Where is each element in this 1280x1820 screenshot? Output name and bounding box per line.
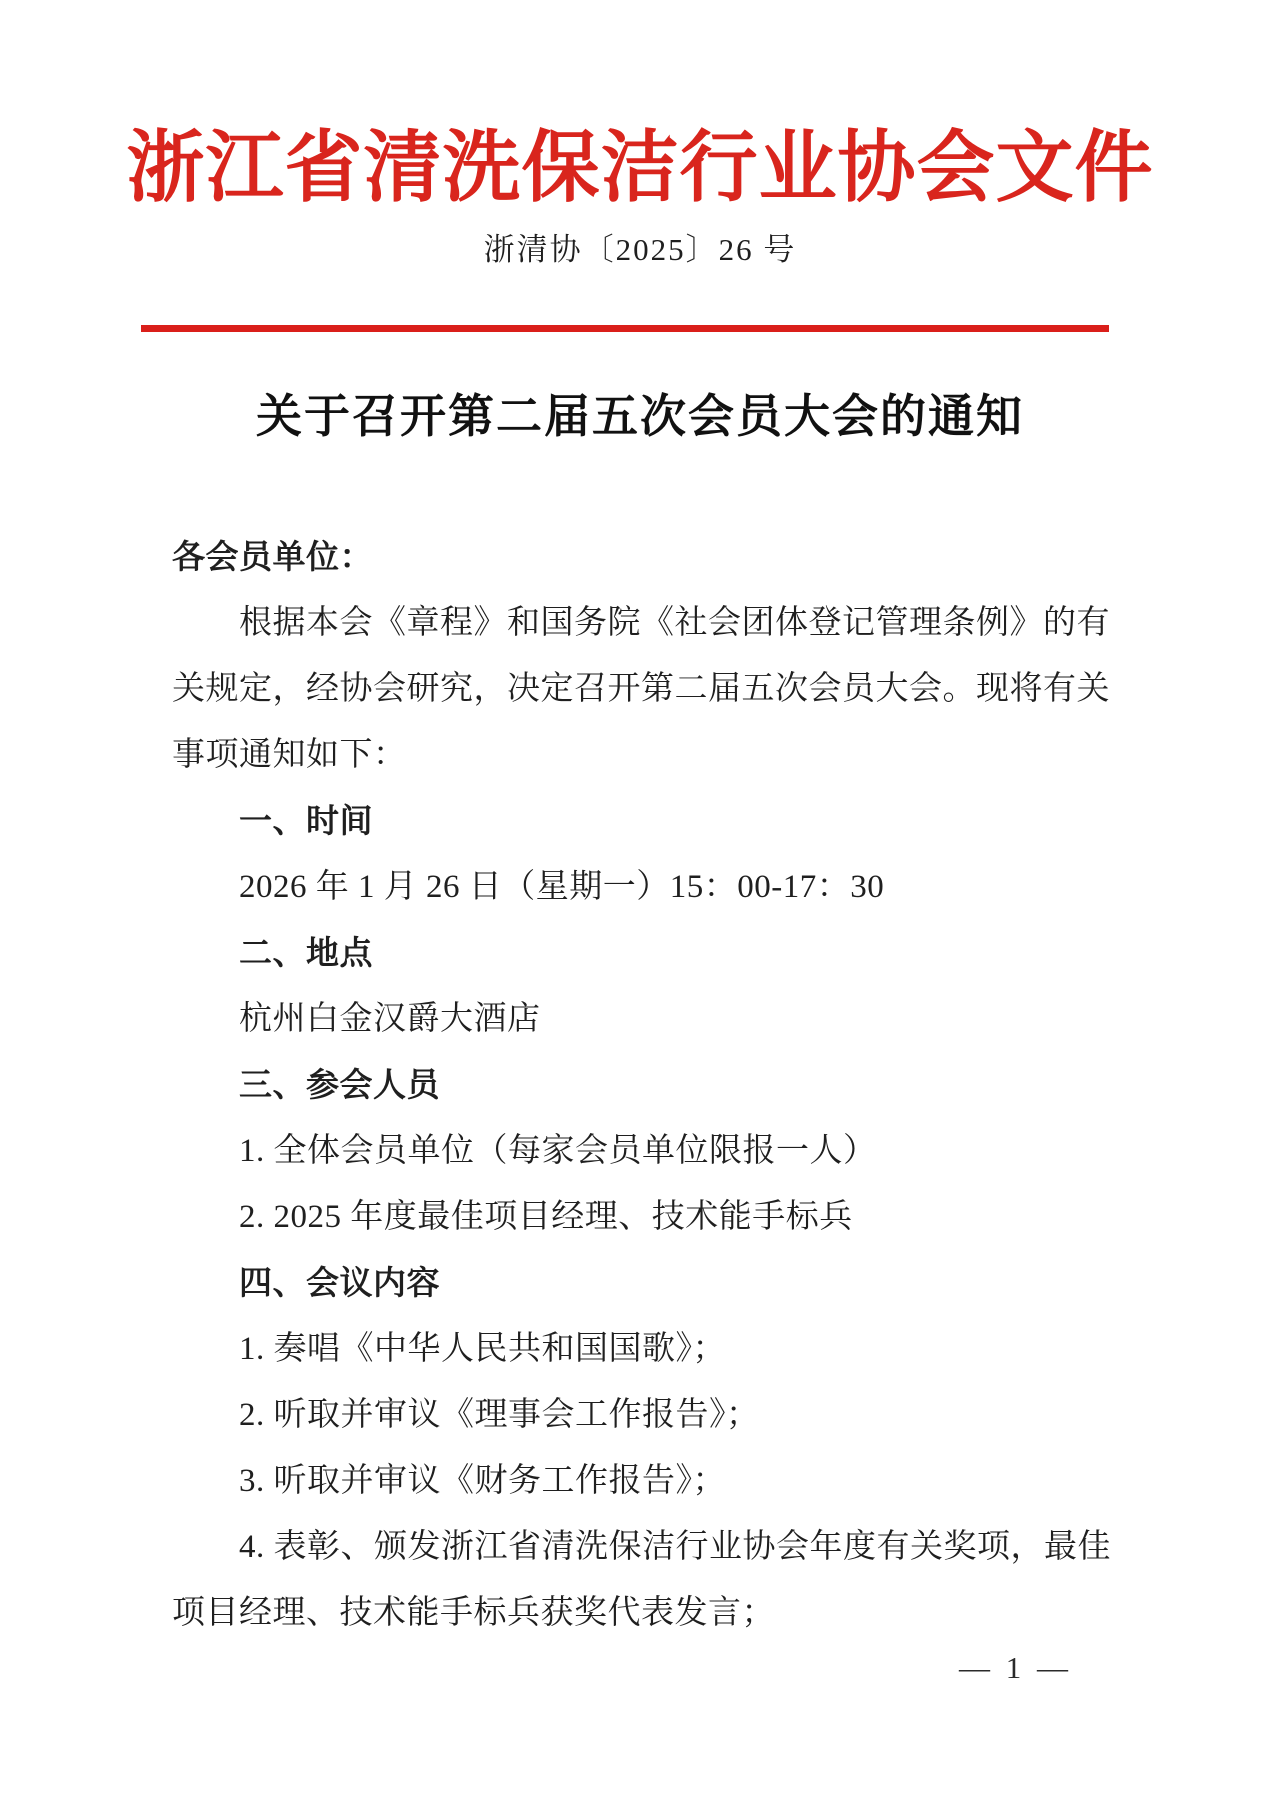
doc-number: 浙清协〔2025〕26 号 [483, 232, 797, 267]
intro-paragraph-line: 关规定，经协会研究，决定召开第二届五次会员大会。现将有关 [172, 671, 1110, 707]
salutation: 各会员单位： [172, 538, 373, 575]
notice-title: 关于召开第二届五次会员大会的通知 [256, 391, 1024, 442]
meeting-time: 2026 年 1 月 26 日（星期一）15：00-17：30 [239, 869, 885, 905]
page-number: — 1 — [959, 1650, 1072, 1685]
agenda-item-2: 2. 听取并审议《理事会工作报告》； [239, 1397, 760, 1433]
red-divider-line [141, 325, 1109, 332]
section-heading-agenda: 四、会议内容 [239, 1264, 440, 1301]
document-body [172, 524, 1116, 1646]
section-heading-attendees: 三、参会人员 [239, 1066, 440, 1103]
intro-paragraph-line: 事项通知如下： [172, 737, 407, 773]
agenda-item-4-line-2: 项目经理、技术能手标兵获奖代表发言； [172, 1595, 775, 1631]
meeting-location: 杭州白金汉爵大酒店 [239, 1001, 541, 1037]
agenda-item-3: 3. 听取并审议《财务工作报告》； [239, 1463, 726, 1499]
agenda-item-1: 1. 奏唱《中华人民共和国国歌》； [239, 1331, 726, 1367]
attendees-item-1: 1. 全体会员单位（每家会员单位限报一人） [239, 1133, 877, 1169]
section-heading-time: 一、时间 [239, 802, 373, 839]
section-heading-location: 二、地点 [239, 934, 373, 971]
agenda-item-4-line-1: 4. 表彰、颁发浙江省清洗保洁行业协会年度有关奖项，最佳 [239, 1529, 1111, 1565]
attendees-item-2: 2. 2025 年度最佳项目经理、技术能手标兵 [239, 1199, 853, 1235]
intro-paragraph-line: 根据本会《章程》和国务院《社会团体登记管理条例》的有 [239, 605, 1110, 641]
org-header-title: 浙江省清洗保洁行业协会文件 [126, 124, 1154, 211]
